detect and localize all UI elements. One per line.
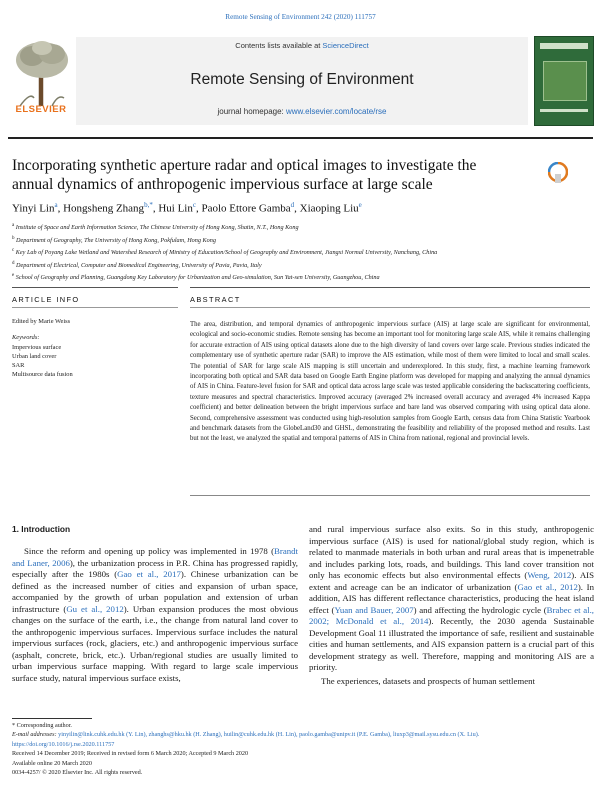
author-list: Yinyi Lin$^a$, Hongsheng Zhang$^{b,*}$, Hui Lin$^c$, Paolo Ettore Gamba$^d$, Xiaoping Liu$^e$	[12, 201, 362, 215]
corresponding-author-note: * Corresponding author.	[12, 722, 72, 729]
affiliation-text: Institute of Space and Earth Information Science, The Chinese University of Hong Kong, Shatin, N.T., Hong Kong	[15, 224, 299, 232]
affiliation-text: Department of Geography, The University of Hong Kong, Pokfulam, Hong Kong	[16, 236, 216, 244]
homepage-line	[76, 107, 528, 116]
affiliation-text: Department of Electrical, Computer and Biomedical Engineering, University of Pavia, Pavia, Italy	[16, 261, 262, 269]
article-title: Incorporating synthetic aperture radar and optical images to investigate the annual dynamics of anthropogenic impervious surface at large scale	[12, 157, 477, 193]
footnotes	[12, 721, 592, 777]
affiliation-mark: e	[12, 273, 15, 279]
author-name[interactable]: Xiaoping Liu	[299, 202, 359, 215]
affiliation-text: Key Lab of Poyang Lake Wetland and Watershed Research of Ministry of Education/School of Geography and Environment, Jiangxi Normal University, Nanchang, China	[15, 249, 438, 257]
edited-by: Edited by Marie Weiss	[12, 318, 71, 325]
body-text: ). In addition, AIS has different reflectance characteristics, producing the heat island effect (	[309, 581, 594, 615]
keyword-item: Multisource data fusion	[12, 371, 73, 378]
footnote-rule	[12, 718, 92, 719]
email-addresses	[12, 730, 592, 739]
citation-link[interactable]: Brabec et al., 2002; McDonald et al., 2014	[309, 604, 594, 626]
available-online: Available online 20 March 2020	[12, 759, 92, 767]
body-text: Since the reform and opening up policy was implemented in 1978 (	[24, 546, 275, 556]
body-column-left	[12, 546, 298, 684]
abstract-heading: ABSTRACT	[190, 295, 241, 304]
copyright: 0034-4257/ © 2020 Elsevier Inc. All rights reserved.	[12, 769, 143, 777]
cover-title-bar	[540, 43, 588, 49]
doi-link[interactable]: https://doi.org/10.1016/j.rse.2020.111757	[12, 740, 115, 748]
body-text: ) and affecting the hydrologic cycle (	[413, 604, 547, 615]
affiliation-item	[12, 221, 592, 234]
author-affiliation-mark[interactable]: b,*	[144, 201, 153, 209]
email-links[interactable]: yinyilin@link.cuhk.edu.hk (Y. Lin), zhanghs@hku.hk (H. Zhang), huilin@cuhk.edu.hk (H. Lin), paolo.gamba@unipv.it (P.E. Gamba), liuxp3@mail.sysu.edu.cn (X. Liu).	[58, 731, 480, 739]
masthead-rule	[8, 137, 593, 139]
citation-link[interactable]: Gao et al., 2017	[117, 569, 181, 579]
author-name[interactable]: Yinyi Lin	[12, 202, 55, 215]
affiliation-mark: d	[12, 260, 15, 266]
affiliations	[12, 221, 592, 284]
abstract-end-rule	[190, 495, 590, 496]
author-name[interactable]: Paolo Ettore Gamba	[201, 202, 291, 215]
citation-link[interactable]: Weng, 2012	[527, 570, 572, 580]
contents-line	[76, 41, 528, 50]
affiliation-text: School of Geography and Planning, Guangdong Key Laboratory for Urbanization and Geo-simulation, Sun Yat-sen University, Guangzhou, China	[15, 274, 380, 282]
article-info-heading: ARTICLE INFO	[12, 295, 80, 304]
citation-link[interactable]: Gao et al., 2012	[517, 581, 578, 592]
affiliation-mark: c	[12, 248, 15, 254]
keywords-label: Keywords:	[12, 334, 40, 341]
email-label: E-mail addresses:	[12, 731, 59, 739]
affiliation-mark: b	[12, 235, 15, 241]
section-heading-introduction: 1. Introduction	[12, 524, 71, 534]
paragraph	[309, 524, 594, 674]
body-text: ), the urbanization process in P.R. China has progressed rapidly, especially after the 1980s (	[12, 557, 298, 579]
author-name[interactable]: Hui Lin	[158, 202, 193, 215]
body-text: ). Urban expansion produces the most obvious changes on the surface of the earth, i.e., the change from natural land cover to the anthropogenic impervious surfaces. Impervious surface includes the natural impervious surfaces (rock, glaciers, etc.) and anthropogenic impervious surface (asphalt, concrete, brick, etc.). Urban/regional studies are usually limited to urban impervious surface mapping. With regard to large scale impervious surface study, natural impervious surface exists,	[12, 603, 298, 683]
affiliation-item	[12, 246, 592, 259]
received-dates: Received 14 December 2019; Received in revised form 6 March 2020; Accepted 9 March 2020	[12, 750, 249, 758]
body-text: ). AIS extent and acreage can be an indicator of urbanization (	[309, 570, 594, 592]
masthead-band	[76, 37, 528, 125]
cover-footer-bar	[540, 109, 588, 112]
sciencedirect-link[interactable]: ScienceDirect	[322, 41, 369, 50]
author-affiliation-mark[interactable]: a	[54, 201, 58, 209]
journal-title: Remote Sensing of Environment	[190, 71, 414, 88]
affiliation-mark: a	[12, 223, 15, 228]
author-affiliation-mark[interactable]: c	[192, 201, 196, 209]
author-name[interactable]: Hongsheng Zhang	[63, 202, 145, 215]
author-affiliation-mark[interactable]: e	[358, 201, 362, 209]
journal-masthead	[8, 30, 593, 132]
body-column-right	[309, 524, 594, 687]
affiliation-item	[12, 259, 592, 272]
journal-cover-thumbnail[interactable]	[534, 36, 594, 126]
article-info-subrule	[12, 307, 178, 308]
citation-link[interactable]: Yuan and Bauer, 2007	[334, 604, 414, 615]
abstract-rule	[190, 287, 590, 288]
homepage-link[interactable]: www.elsevier.com/locate/rse	[286, 107, 387, 116]
body-text: ). Chinese urbanization can be defined as the increased number of cities and expansion of urban space, accompanied by the growth of urban population and extension of urban infrastructure (	[12, 569, 299, 614]
article-info-rule	[12, 287, 178, 288]
keyword-item: Impervious surface	[12, 344, 62, 351]
body-text: ). Recently, the 2030 agenda Sustainable Development Goal 11 illustrated the importance of safe, resilient and sustainable cities and human settlements, and AIS expansion pattern is a crucial part of this development strategy as well. Therefore, mapping and monitoring AIS are a priority.	[309, 616, 595, 672]
abstract-text: The area, distribution, and temporal dynamics of anthropogenic impervious surface (AIS) at large scale are significant for environmental, ecological and socio-economic studies. Remote sensing has become an important tool for monitoring large scale AIS, while it remains challenging for accurate extraction of AIS using optical datasets alone due to the high diversity of land covers over large scale. Previous studies indicated the complementary use of synthetic aperture radar (SAR) to improve the AIS estimation, while most of them were limited to local and small scales. The potential of SAR for large scale AIS mapping is still uncertain and underexplored. In this study, first, a machine learning framework incorporating both optical and SAR data based on Google Earth Engine platform was developed for mapping and analyzing the annual dynamics of AIS in China. Feature-level fusion for SAR and optical data across large scale was tested applicable considering the backscattering coefficients, texture measures and spectral characteristics. Improved accuracy (averaged 2% increased overall accuracy and averaged 4% increased Kappa coefficient) and better delineation between the bright impervious surface and bare land was observed comparing with using optical data alone. Second, comprehensive assessment was conducted using high-resolution samples from Google Earth, census data from China Statistic Yearbook and benchmark datasets from the GlobeLand30 and GHSL, demonstrating the feasibility and reliability of the proposed method and results. Last but not the least, we analyzed the spatial and temporal patterns of AIS in China from national, regional and provincial levels.	[190, 321, 590, 443]
body-text: and rural impervious surface also exits. So in this study, anthropogenic impervious surface (AIS) is used for national/global study region, which is related to manmade materials in both urban and rural areas that is impenetrable and includes parking lots, roads, and buildings. This land cover transition not only has economic effects but also environmental effects (	[309, 524, 594, 580]
cover-image	[543, 61, 587, 101]
author-affiliation-mark[interactable]: d	[290, 201, 295, 209]
keyword-item: SAR	[12, 362, 25, 369]
citation-link[interactable]: Gu et al., 2012	[66, 603, 124, 614]
affiliation-item	[12, 234, 592, 247]
citation-link[interactable]: Brandt and Laner, 2006	[12, 546, 298, 568]
running-head: Remote Sensing of Environment 242 (2020) 111757	[225, 13, 376, 21]
publisher-logo-text: ELSEVIER	[15, 104, 67, 115]
affiliation-item	[12, 271, 592, 284]
abstract-subrule	[190, 307, 590, 308]
homepage-prefix: journal homepage:	[217, 107, 286, 116]
keyword-item: Urban land cover	[12, 353, 57, 360]
paragraph: The experiences, datasets and prospects of human settlement	[321, 675, 535, 686]
keywords-list	[12, 343, 73, 379]
check-for-updates-icon[interactable]	[548, 162, 568, 184]
contents-prefix: Contents lists available at	[235, 41, 323, 50]
